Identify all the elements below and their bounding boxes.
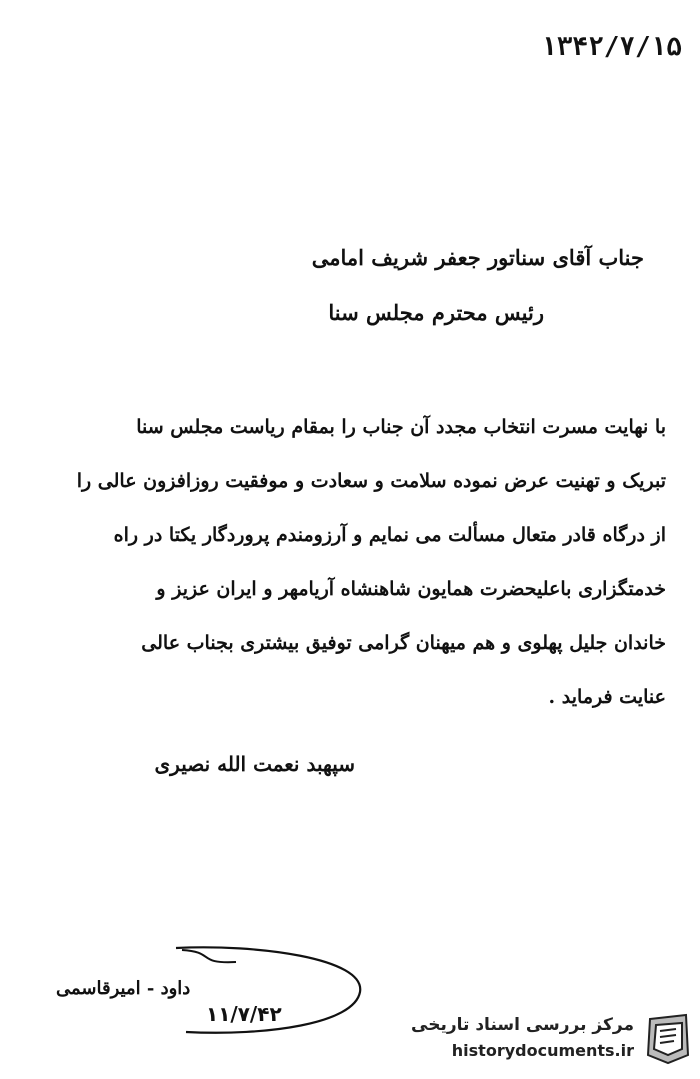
watermark-url: historydocuments.ir xyxy=(451,1041,634,1060)
letter-body xyxy=(26,400,666,724)
handwritten-note xyxy=(36,944,376,1040)
archive-watermark xyxy=(402,1011,692,1067)
letter-date: ۱۳۴۲/۷/۱۵ xyxy=(541,32,682,62)
signature: سپهبد نعمت الله نصیری xyxy=(154,752,355,776)
body-line: با نهایت مسرت انتخاب مجدد آن جناب را بمقام ریاست مجلس سنا xyxy=(136,416,666,438)
note-date: ۱۱/۷/۴۲ xyxy=(206,1002,282,1026)
archive-logo-icon xyxy=(644,1011,692,1067)
body-line: از درگاه قادر متعال مسألت می نمایم و آرزومندم پروردگار یکتا در راه xyxy=(113,524,666,546)
watermark-title: مرکز بررسی اسناد تاریخی xyxy=(411,1015,634,1035)
body-line: تبریک و تهنیت عرض نموده سلامت و سعادت و موفقیت روزافزون عالی را xyxy=(76,470,666,492)
body-line: خاندان جلیل پهلوی و هم میهنان گرامی توفیق بیشتری بجناب عالی xyxy=(141,632,666,654)
note-name: داود - امیرقاسمی xyxy=(56,978,191,999)
addressee-title: رئیس محترم مجلس سنا xyxy=(328,300,544,325)
body-line: خدمتگزاری باعلیحضرت همایون شاهنشاه آریامهر و ایران عزیز و xyxy=(156,578,666,600)
addressee: جناب آقای سناتور جعفر شریف امامی xyxy=(311,245,644,270)
body-line: عنایت فرماید . xyxy=(548,686,666,708)
